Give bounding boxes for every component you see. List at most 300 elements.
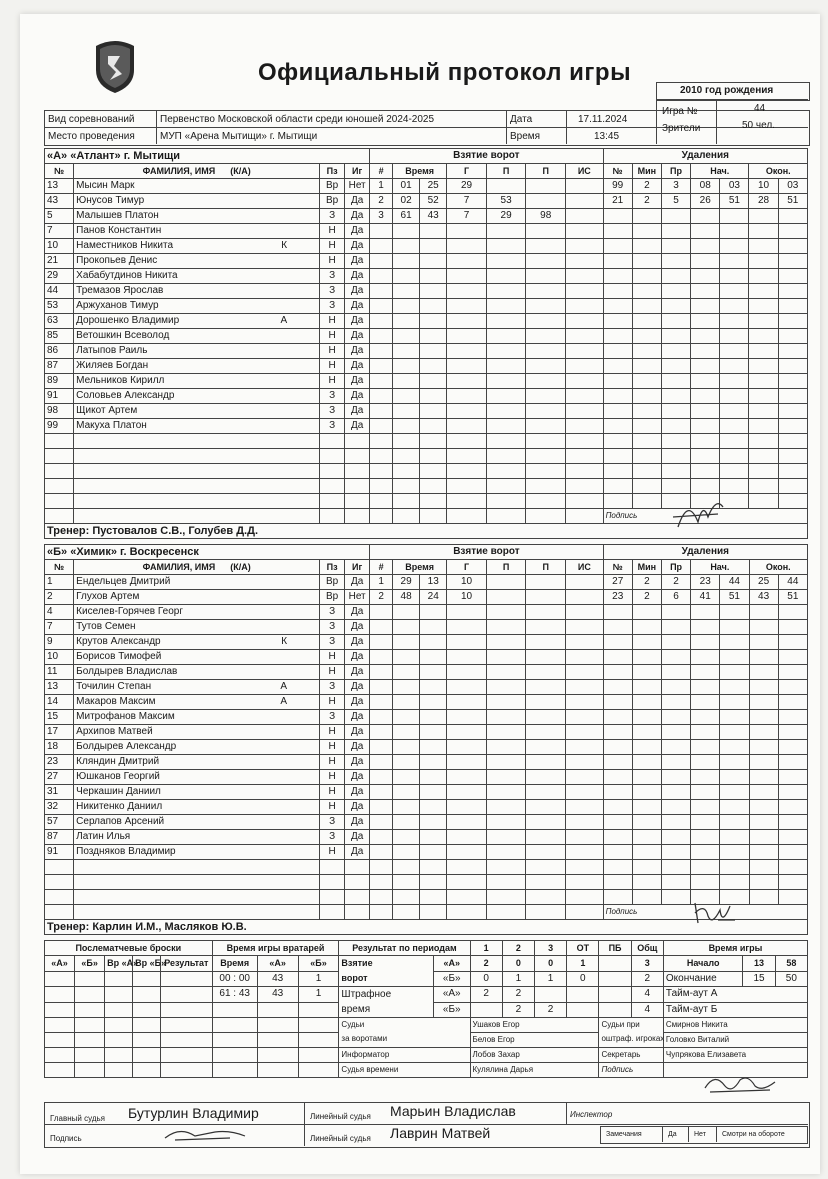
player-position: З [320,620,345,635]
pen-a-total: 4 [631,987,663,1003]
referee-label: Главный судья [50,1114,106,1123]
goal-number: 2 [370,194,393,209]
penalty-reason: 6 [661,590,690,605]
team-b-title: «Б» «Химик» г. Воскресенск [45,545,370,560]
pen-a-p3 [534,987,566,1003]
player-played: Да [345,755,370,770]
goal-scorer: 7 [447,209,487,224]
goals-b-total: 2 [631,971,663,987]
goalie-col-a: «А» [257,956,298,972]
col-goal-no: # [370,560,393,575]
player-row [45,464,808,479]
col-assist-2: П [526,560,566,575]
player-name: Никитенко Даниил [74,800,320,815]
player-name: Митрофанов Максим [74,710,320,725]
shootout-title: Послематчевые броски [45,941,213,956]
penalties-title: Удаления [603,545,807,560]
penalty-reason: 5 [661,194,690,209]
goals-b-ot: 0 [567,971,599,987]
player-position: З [320,404,345,419]
player-name: Щикот Артем [74,404,320,419]
goalie-col-time: Время [212,956,257,972]
player-number: 32 [45,800,74,815]
pen-b-total: 4 [631,1002,663,1018]
player-row [45,860,808,875]
penalty-end-min: 28 [749,194,778,209]
goalie-time-title: Время игры вратарей [212,941,339,956]
player-played: Да [345,299,370,314]
penalty-minutes: 2 [632,194,661,209]
timeout-b: Тайм-аут Б [663,1002,807,1018]
player-name: Малышев Платон [74,209,320,224]
player-played: Да [345,359,370,374]
player-name: Соловьев Александр [74,389,320,404]
penalty-minutes: 2 [632,590,661,605]
goal-number: 3 [370,209,393,224]
player-position: Н [320,695,345,710]
period-2-header: 2 [502,941,534,956]
player-position: Вр [320,194,345,209]
periods-title: Результат по периодам [339,941,470,956]
player-row [45,419,808,434]
referee-sign-label: Подпись [50,1134,82,1143]
goal-scorer: 7 [447,194,487,209]
col-played: Иг [345,560,370,575]
player-played: Да [345,665,370,680]
start-label: Начало [663,956,743,972]
player-position: З [320,284,345,299]
player-position: Н [320,314,345,329]
player-row [45,299,808,314]
referee-signature [160,1124,250,1144]
player-role: К [281,240,288,251]
penalty-player: 99 [603,179,632,194]
penalty-start-min: 23 [691,575,720,590]
goal-assist-1 [486,179,526,194]
player-row [45,800,808,815]
goal-second: 13 [420,575,447,590]
penalty-start-sec: 44 [720,575,749,590]
goal-second: 52 [420,194,447,209]
goals-b-p2: 1 [502,971,534,987]
player-played: Да [345,209,370,224]
player-row [45,725,808,740]
goals-a-p2: 0 [502,956,534,972]
pen-a-so [599,987,631,1003]
player-name: Глухов Артем [74,590,320,605]
player-position: Вр [320,179,345,194]
player-row [45,179,808,194]
player-position: З [320,605,345,620]
remarks-yes[interactable]: Да [668,1131,677,1138]
goal-situation [566,179,604,194]
player-row [45,680,808,695]
player-name: К Крутов Александр [74,635,320,650]
penalty-judges-label: Судьи при оштраф. игроках [599,1018,663,1048]
player-played: Да [345,389,370,404]
timeout-a: Тайм-аут А [663,987,807,1003]
pen-a-p2: 2 [502,987,534,1003]
period-total-header: Общ [631,941,663,956]
penalty-player: 23 [603,590,632,605]
player-number: 23 [45,755,74,770]
goalie-row-2-a: 43 [257,987,298,1003]
player-name: Юнусов Тимур [74,194,320,209]
player-role: А [280,681,288,692]
player-played: Нет [345,179,370,194]
player-number: 5 [45,209,74,224]
player-played: Да [345,830,370,845]
remarks-label: Замечания [606,1131,642,1138]
penalty-start-sec: 03 [720,179,749,194]
venue: МУП «Арена Мытищи» г. Мытищи [160,131,318,142]
team-a-signature [668,492,728,532]
player-played: Да [345,254,370,269]
player-played: Да [345,680,370,695]
player-played: Да [345,605,370,620]
goal-situation [566,590,604,605]
player-number: 7 [45,620,74,635]
goal-situation [566,575,604,590]
game-no-label: Игра № [662,106,698,117]
penalty-minutes: 2 [632,575,661,590]
col-pen-reason: Пр [661,560,690,575]
penalty-label: Штрафное время [339,987,434,1018]
player-name: Хабабутдинов Никита [74,269,320,284]
player-played: Да [345,284,370,299]
player-position: Н [320,770,345,785]
player-row [45,284,808,299]
goalie-row-2-b: 1 [298,987,339,1003]
player-played: Нет [345,590,370,605]
player-number: 31 [45,785,74,800]
pen-b-p3: 2 [534,1002,566,1018]
player-number: 89 [45,374,74,389]
player-position: З [320,269,345,284]
goalie-row-1-a: 43 [257,971,298,987]
player-position: Н [320,800,345,815]
spectators-label: Зрители [662,123,701,134]
goal-minute: 02 [393,194,420,209]
player-number: 1 [45,575,74,590]
player-name: Серлапов Арсений [74,815,320,830]
player-played: Да [345,635,370,650]
col-pen-end: Окон. [749,560,808,575]
player-position: Вр [320,575,345,590]
informer-label: Информатор [339,1048,470,1063]
player-row [45,359,808,374]
player-name: Мельников Кирилл [74,374,320,389]
player-position: Н [320,344,345,359]
start-min: 58 [775,956,807,972]
penalty-start-sec: 51 [720,194,749,209]
player-name: Поздняков Владимир [74,845,320,860]
goal-assist-1 [486,575,526,590]
informer: Лобов Захар [470,1048,599,1063]
shootout-col-gb: Вр «Б» [133,956,161,972]
player-number: 57 [45,815,74,830]
penalty-start-sec: 51 [720,590,749,605]
player-position: З [320,830,345,845]
player-played: Да [345,344,370,359]
player-number: 9 [45,635,74,650]
goalie-row-2-time: 61 : 43 [212,987,257,1003]
player-number: 2 [45,590,74,605]
player-row [45,650,808,665]
goals-a-p1: 2 [470,956,502,972]
col-goal-time: Время [393,560,447,575]
goal-assist-1: 53 [486,194,526,209]
player-row [45,665,808,680]
player-row [45,770,808,785]
goal-situation [566,194,604,209]
player-row [45,815,808,830]
player-played: Да [345,224,370,239]
remarks-no[interactable]: Нет [694,1131,706,1138]
player-position: З [320,209,345,224]
player-position: Н [320,755,345,770]
goalie-row-1-b: 1 [298,971,339,987]
goals-title: Взятие ворот [370,149,604,164]
player-position: Н [320,254,345,269]
goals-a-so [599,956,631,972]
pen-b-so [599,1002,631,1018]
player-number: 43 [45,194,74,209]
player-row [45,389,808,404]
period-so-header: ПБ [599,941,631,956]
player-position: З [320,710,345,725]
player-number: 15 [45,710,74,725]
goal-judge-2: Белов Егор [470,1033,599,1048]
team-sign-label: Подпись [603,509,807,524]
penalty-judge-1: Смирнов Никита [663,1018,807,1033]
player-position: З [320,635,345,650]
player-name: Панов Константин [74,224,320,239]
goal-assist-2 [526,179,566,194]
pen-a-p1: 2 [470,987,502,1003]
time: 13:45 [594,131,620,142]
player-position: Н [320,845,345,860]
player-number: 7 [45,224,74,239]
goal-second: 24 [420,590,447,605]
player-number: 10 [45,650,74,665]
goal-assist-2: 98 [526,209,566,224]
player-played: Да [345,650,370,665]
player-name: Черкашин Даниил [74,785,320,800]
player-played: Да [345,695,370,710]
referee: Бутурлин Владимир [128,1105,259,1121]
goal-assist-1 [486,590,526,605]
goal-minute: 01 [393,179,420,194]
player-number: 91 [45,845,74,860]
player-row [45,830,808,845]
col-pen-no: № [603,164,632,179]
player-played: Да [345,194,370,209]
team-a-table [44,148,808,539]
penalty-player: 21 [603,194,632,209]
goal-scorer: 29 [447,179,487,194]
penalty-end-sec: 51 [778,194,807,209]
goals-b-p1: 0 [470,971,502,987]
col-goal-scorer: Г [447,560,487,575]
penalty-end-min: 10 [749,179,778,194]
player-number: 63 [45,314,74,329]
player-number: 13 [45,680,74,695]
col-pos: Пз [320,164,345,179]
shootout-col-b: «Б» [75,956,105,972]
player-name: Кляндин Дмитрий [74,755,320,770]
goals-a-ot: 1 [567,956,599,972]
player-name: Тутов Семен [74,620,320,635]
goal-second: 25 [420,179,447,194]
goal-minute: 29 [393,575,420,590]
player-position: Н [320,740,345,755]
goal-number: 2 [370,590,393,605]
team-a-section [44,148,808,539]
player-number: 14 [45,695,74,710]
col-name: ФАМИЛИЯ, ИМЯ (К/А) [74,560,320,575]
player-name: Архипов Матвей [74,725,320,740]
goals-a-tag: «А» [433,956,470,972]
penalty-reason: 2 [661,575,690,590]
player-row [45,785,808,800]
league-logo [92,36,138,94]
player-number: 44 [45,284,74,299]
col-pen-end: Окон. [749,164,808,179]
player-row [45,209,808,224]
player-number: 85 [45,329,74,344]
player-name: Киселев-Горячев Георг [74,605,320,620]
goal-assist-2 [526,590,566,605]
player-row [45,590,808,605]
player-name: Болдырев Владислав [74,665,320,680]
player-number: 87 [45,830,74,845]
linesman-1: Марьин Владислав [390,1103,516,1119]
player-row [45,374,808,389]
player-row [45,329,808,344]
player-row [45,605,808,620]
player-row [45,254,808,269]
see-back: Смотри на обороте [722,1131,785,1138]
secretary-label: Секретарь [599,1048,663,1063]
penalty-start-min: 08 [691,179,720,194]
period-3-header: 3 [534,941,566,956]
col-pen-reason: Пр [661,164,690,179]
player-row [45,875,808,890]
goals-b-so [599,971,631,987]
player-played: Да [345,620,370,635]
col-goal-situation: ИС [566,164,604,179]
player-row [45,269,808,284]
shootout-col-result: Результат [161,956,213,972]
protocol-sheet [20,14,820,1174]
player-position: Н [320,359,345,374]
game-no: 44 [754,103,766,114]
player-played: Да [345,740,370,755]
player-name: Макуха Платон [74,419,320,434]
goal-minute: 48 [393,590,420,605]
penalties-title: Удаления [603,149,807,164]
col-assist-2: П [526,164,566,179]
goals-a-p3: 0 [534,956,566,972]
player-name: Болдырев Александр [74,740,320,755]
player-row [45,575,808,590]
player-row [45,404,808,419]
secretary: Чупрякова Елизавета [663,1048,807,1063]
col-assist-1: П [486,560,526,575]
player-name: Прокопьев Денис [74,254,320,269]
col-goal-no: # [370,164,393,179]
player-position: Н [320,329,345,344]
competition-label: Вид соревнований [48,114,135,125]
shootout-col-ga: Вр «А» [105,956,133,972]
shootout-col-a: «А» [45,956,75,972]
player-played: Да [345,785,370,800]
player-name: К Наместников Никита [74,239,320,254]
player-name: А Точилин Степан [74,680,320,695]
goals-title: Взятие ворот [370,545,604,560]
penalty-end-min: 25 [749,575,778,590]
secretary-signature [700,1070,780,1096]
player-role: А [280,696,288,707]
player-name: Латыпов Раиль [74,344,320,359]
pen-b-p2: 2 [502,1002,534,1018]
player-number: 21 [45,254,74,269]
player-name: Юшканов Георгий [74,770,320,785]
player-number: 4 [45,605,74,620]
player-row [45,224,808,239]
venue-label: Место проведения [48,131,135,142]
goal-second: 43 [420,209,447,224]
bottom-section [44,940,808,1078]
player-name: Аржуханов Тимур [74,299,320,314]
time-label: Время [510,131,541,142]
col-goal-scorer: Г [447,164,487,179]
player-name: А Дорошенко Владимир [74,314,320,329]
col-name: ФАМИЛИЯ, ИМЯ (К/А) [74,164,320,179]
player-name: Мысин Марк [74,179,320,194]
player-position: Н [320,650,345,665]
end-hour: 15 [743,971,775,987]
spectators: 50 чел. [742,120,775,131]
pen-b-tag: «Б» [433,1002,470,1018]
player-row [45,740,808,755]
goal-assist-2 [526,194,566,209]
col-pen-start: Нач. [691,164,749,179]
birth-year: 2010 год рождения [680,85,774,96]
col-no: № [45,560,74,575]
page-title: Официальный протокол игры [258,59,632,86]
player-position: Н [320,665,345,680]
goal-situation [566,209,604,224]
team-b-section [44,544,808,935]
player-name: А Макаров Максим [74,695,320,710]
goals-b-tag: «Б» [433,971,470,987]
penalty-start-min: 26 [691,194,720,209]
game-time-title: Время игры [663,941,807,956]
player-role: К [281,636,288,647]
team-b-signature [690,898,740,928]
player-number: 11 [45,665,74,680]
player-number: 87 [45,359,74,374]
player-name: Жиляев Богдан [74,359,320,374]
pen-b-p1 [470,1002,502,1018]
team-b-table [44,544,808,935]
linesman-2-label: Линейный судья [310,1134,371,1143]
linesman-2: Лаврин Матвей [390,1125,491,1141]
player-played: Да [345,710,370,725]
penalty-start-min: 41 [691,590,720,605]
